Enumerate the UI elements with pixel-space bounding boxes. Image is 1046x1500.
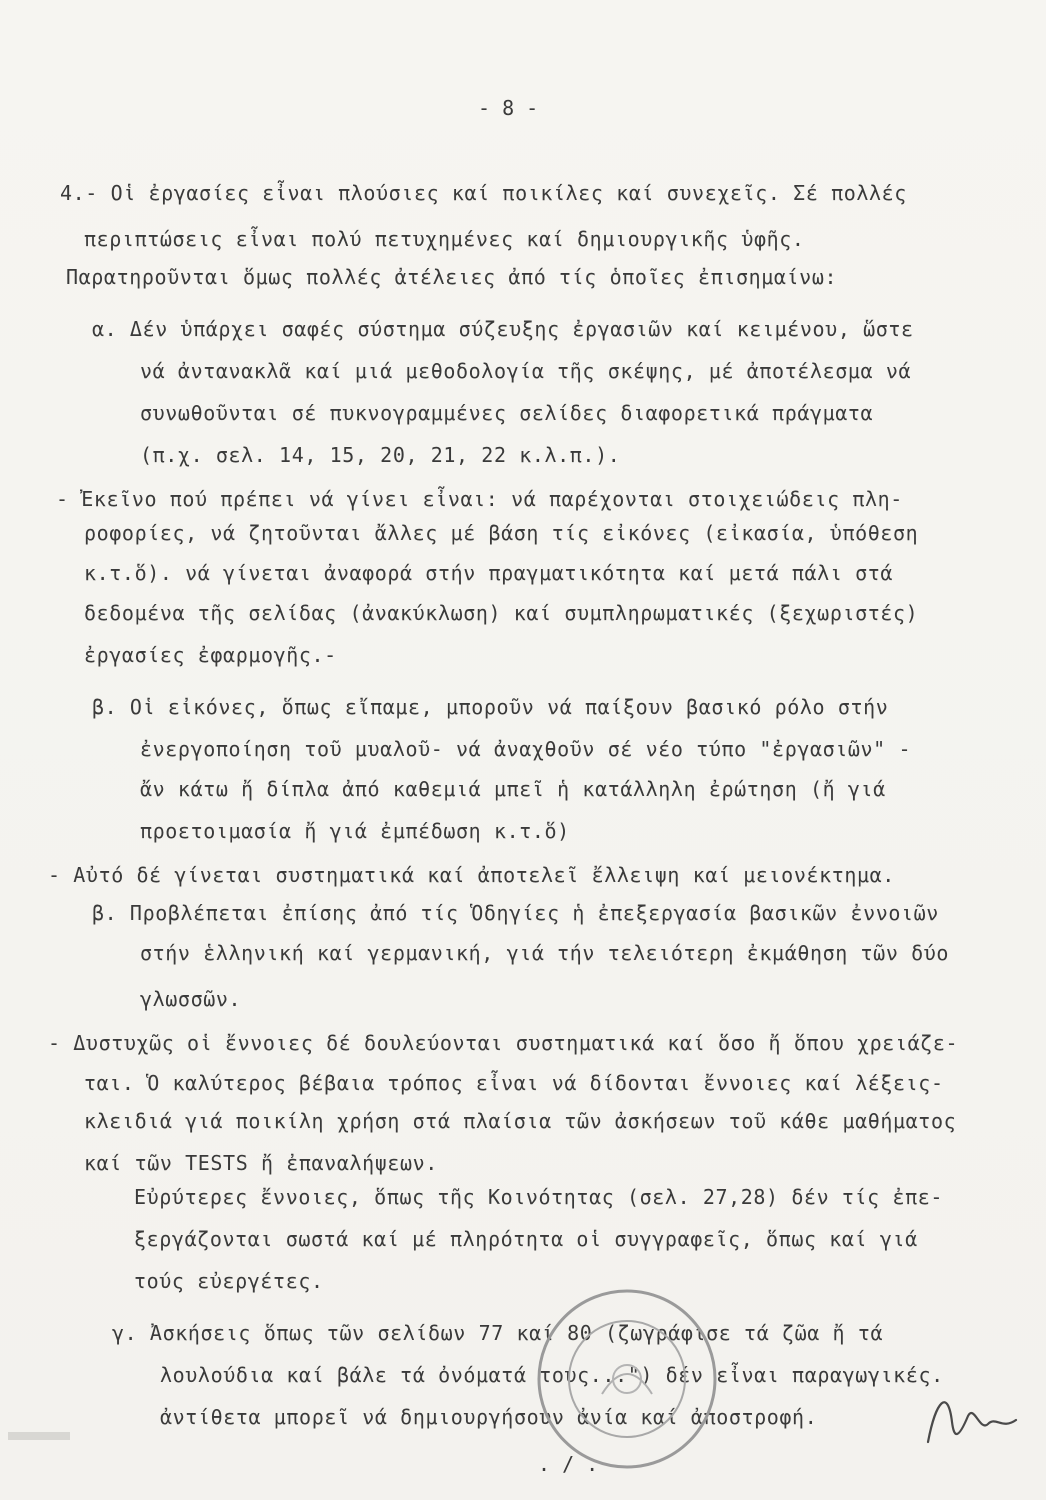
text-line: β. Οἱ εἰκόνες, ὅπως εἴπαμε, μποροῦν νά παίξουν βασικό ρόλο στήν	[92, 695, 889, 719]
text-line: γλωσσῶν.	[140, 987, 242, 1011]
text-line: - Ἐκεῖνο πού πρέπει νά γίνει εἶναι: νά παρέχονται στοιχειώδεις πλη-	[56, 487, 903, 511]
text-line: Παρατηροῦνται ὅμως πολλές ἀτέλειες ἀπό τίς ὁποῖες ἐπισημαίνω:	[66, 265, 838, 289]
text-line: ξεργάζονται σωστά καί μέ πληρότητα οἱ συγγραφεῖς, ὅπως καί γιά	[134, 1227, 918, 1251]
text-line: ἐνεργοποίηση τοῦ μυαλοῦ- νά ἀναχθοῦν σέ νέο τύπο "ἐργασιῶν" -	[140, 737, 912, 761]
text-line: τούς εὐεργέτες.	[134, 1269, 324, 1293]
text-line: ἀντίθετα μπορεῖ νά δημιουργήσουν ἀνία καί ἀποστροφή.	[160, 1405, 818, 1429]
text-line: συνωθοῦνται σέ πυκνογραμμένες σελίδες διαφορετικά πράγματα	[140, 401, 874, 425]
text-line: - Αὐτό δέ γίνεται συστηματικά καί ἀποτελεῖ ἔλλειψη καί μειονέκτημα.	[48, 863, 895, 887]
official-stamp	[532, 1284, 722, 1474]
text-line: 4.- Οἱ ἐργασίες εἶναι πλούσιες καί ποικίλες καί συνεχεῖς. Σέ πολλές	[60, 181, 907, 205]
page-number: - 8 -	[478, 96, 539, 120]
text-line: Εὐρύτερες ἔννοιες, ὅπως τῆς Κοινότητας (σελ. 27,28) δέν τίς ἐπε-	[134, 1185, 944, 1209]
text-line: κ.τ.ὅ). νά γίνεται ἀναφορά στήν πραγματικότητα καί μετά πάλι στά	[84, 561, 894, 585]
text-line: προετοιμασία ἤ γιά ἐμπέδωση κ.τ.ὅ)	[140, 819, 570, 843]
text-line: ροφορίες, νά ζητοῦνται ἄλλες μέ βάση τίς εἰκόνες (εἰκασία, ὑπόθεση	[84, 521, 919, 545]
text-line: καί τῶν TESTS ἤ ἐπαναλήψεων.	[84, 1151, 438, 1175]
text-line: - Δυστυχῶς οἱ ἔννοιες δέ δουλεύονται συστηματικά καί ὅσο ἤ ὅπου χρειάζε-	[48, 1031, 959, 1055]
text-line: στήν ἑλληνική καί γερμανική, γιά τήν τελειότερη ἐκμάθηση τῶν δύο	[140, 941, 950, 965]
signature	[918, 1380, 1028, 1460]
text-line: ἐργασίες ἐφαρμογῆς.-	[84, 643, 337, 667]
text-line: περιπτώσεις εἶναι πολύ πετυχημένες καί δημιουργικῆς ὑφῆς.	[84, 227, 805, 251]
text-line: ται. Ὁ καλύτερος βέβαια τρόπος εἶναι νά δίδονται ἔννοιες καί λέξεις-	[84, 1071, 944, 1095]
text-line: γ. Ἀσκήσεις ὅπως τῶν σελίδων 77 καί 80 (ζωγράφισε τά ζῶα ἤ τά	[112, 1321, 884, 1345]
continuation-mark: . / .	[538, 1452, 599, 1476]
text-line: (π.χ. σελ. 14, 15, 20, 21, 22 κ.λ.π.).	[140, 443, 621, 467]
text-line: νά ἀντανακλᾶ καί μιά μεθοδολογία τῆς σκέψης, μέ ἀποτέλεσμα νά	[140, 359, 912, 383]
pencil-mark	[8, 1432, 70, 1440]
text-line: β. Προβλέπεται ἐπίσης ἀπό τίς Ὁδηγίες ἡ ἐπεξεργασία βασικῶν ἐννοιῶν	[92, 901, 939, 925]
text-line: ἄν κάτω ἤ δίπλα ἀπό καθεμιά μπεῖ ἡ κατάλληλη ἐρώτηση (ἤ γιά	[140, 777, 886, 801]
text-line: α. Δέν ὑπάρχει σαφές σύστημα σύζευξης ἐργασιῶν καί κειμένου, ὥστε	[92, 317, 914, 341]
text-line: δεδομένα τῆς σελίδας (ἀνακύκλωση) καί συμπληρωματικές (ξεχωριστές)	[84, 601, 919, 625]
text-line: κλειδιά γιά ποικίλη χρήση στά πλαίσια τῶν ἀσκήσεων τοῦ κάθε μαθήματος	[84, 1109, 957, 1133]
text-line: λουλούδια καί βάλε τά ὀνόματά τους...") δέν εἶναι παραγωγικές.	[160, 1363, 944, 1387]
